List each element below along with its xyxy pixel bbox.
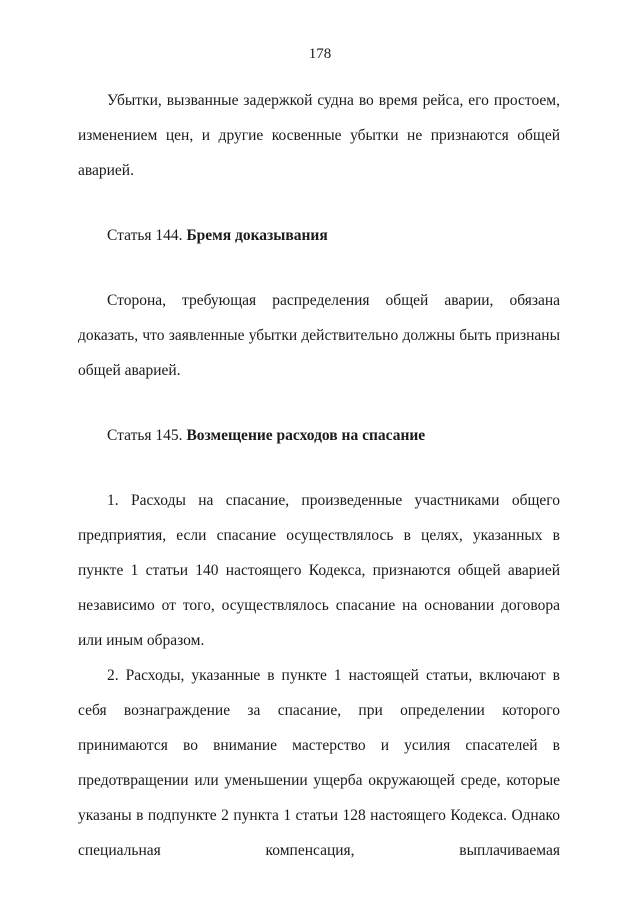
article-144-heading — [78, 218, 560, 253]
paragraph-burden-of-proof: Сторона, требующая распределения общей аварии, обязана доказать, что заявленные убытки действительно должны быть признаны общей аварией. — [78, 292, 560, 379]
article-144-number: Статья 144. — [107, 227, 187, 244]
paragraph-indirect-losses: Убытки, вызванные задержкой судна во время рейса, его простоем, изменением цен, и другие косвенные убытки не признаются общей аварией. — [78, 92, 560, 179]
spacer — [78, 453, 560, 483]
article-145-number: Статья 145. — [107, 427, 187, 444]
article-145-title: Возмещение расходов на спасание — [186, 427, 426, 444]
page-number: 178 — [308, 46, 332, 62]
paragraph-salvage-expenses-2: 2. Расходы, указанные в пункте 1 настоящей статьи, включают в себя вознаграждение за спасание, при определении которого принимаются во внимание мастерство и усилия спасателей в предотвращении или уменьшении ущерба окружающей среде, которые указаны в подпункте 2 пункта 1 статьи 128 настоящего Кодекса. Однако специальная компенсация, выплачиваемая — [78, 667, 560, 859]
document-body — [78, 83, 560, 868]
spacer — [78, 188, 560, 218]
spacer — [78, 388, 560, 418]
paragraph-salvage-expenses-1: 1. Расходы на спасание, произведенные участниками общего предприятия, если спасание осуществлялось в целях, указанных в пункте 1 статьи 140 настоящего Кодекса, признаются общей аварией независимо от того, осуществлялось спасание на основании договора или иным образом. — [78, 492, 560, 649]
article-145-heading — [78, 418, 560, 453]
article-144-title: Бремя доказывания — [186, 227, 328, 244]
spacer — [78, 253, 560, 283]
